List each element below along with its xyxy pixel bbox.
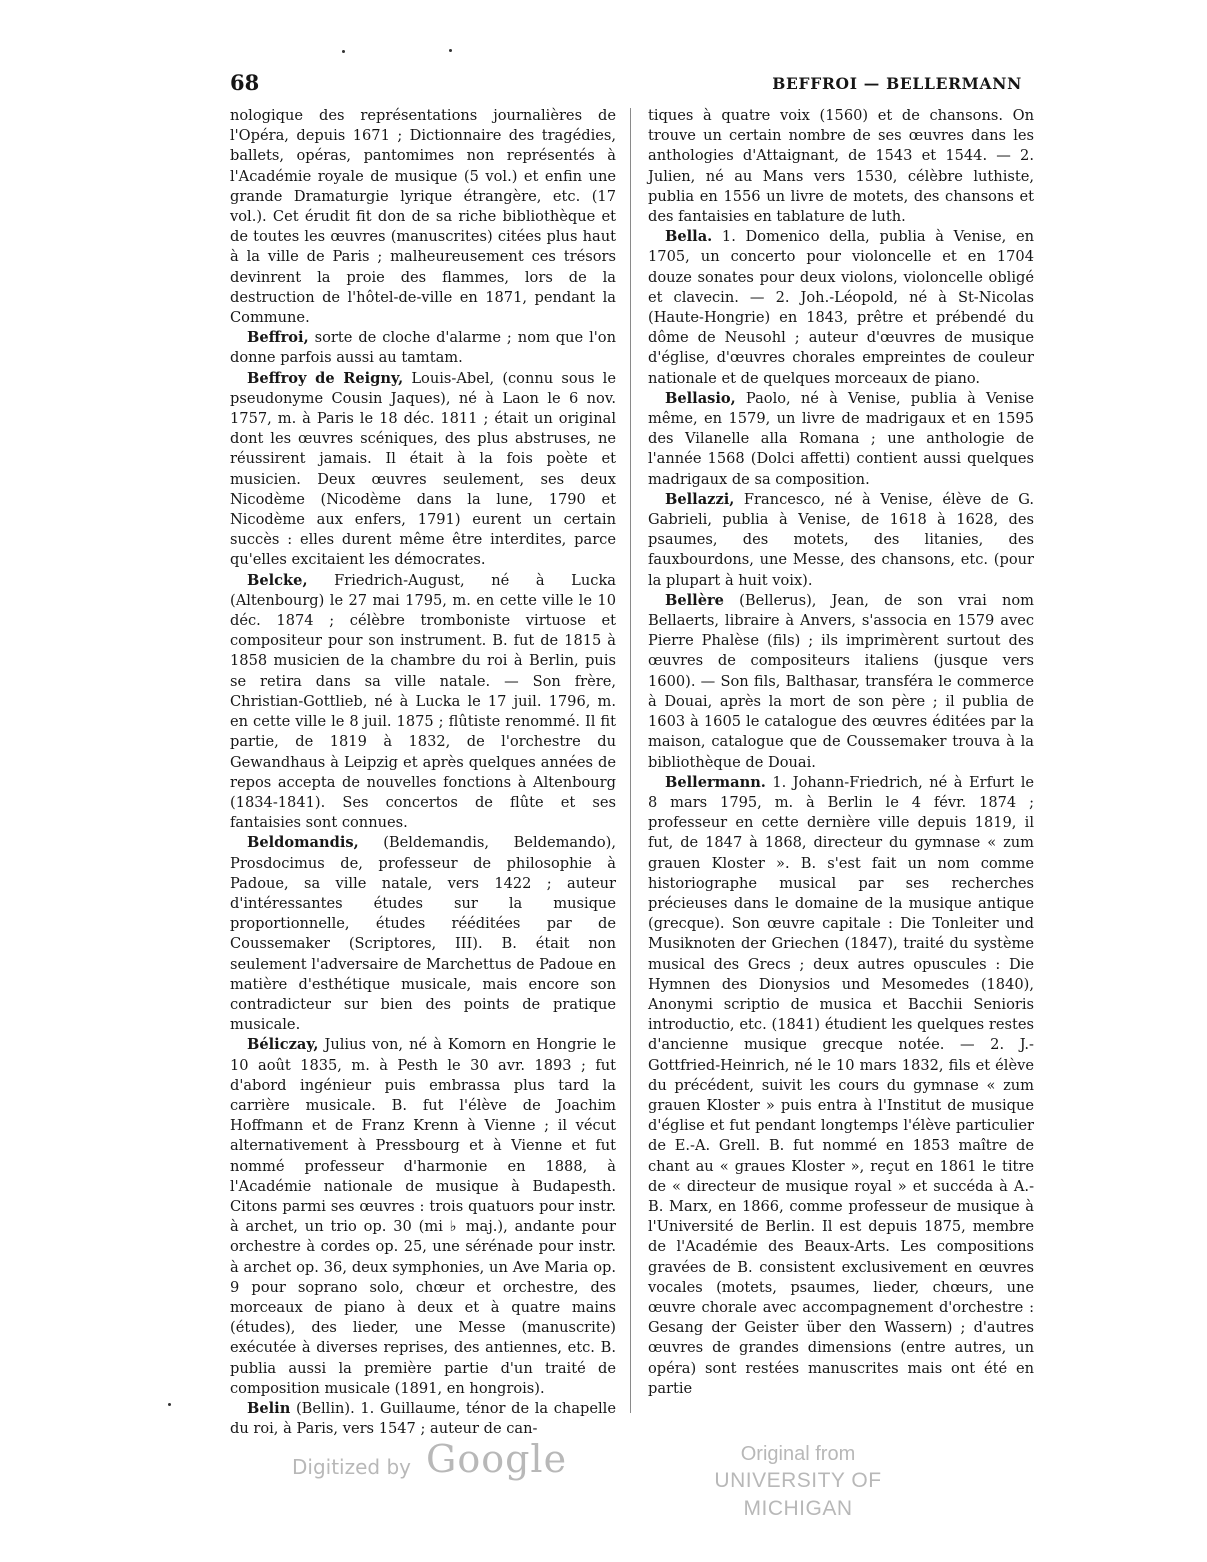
headword: Belcke, — [247, 571, 308, 589]
entry-beffroy-de-reigny: Beffroy de Reigny, Louis-Abel, (connu sous le pseudonyme Cousin Jaques), né à Laon le 6 nov. 1757, m. à Paris le 18 déc. 1811 ; était un original dont les œuvres scéniques, des plus abstruses, ne réussirent jamais. Il était à la fois poète et musicien. Deux œuvres seulement, ses deux Nicodème (Nicodème dans la lune, 1790 et Nicodème aux enfers, 1791) eurent un certain succès : elles durent même être interdites, parce qu'elles excitaient les démocrates. — [230, 369, 616, 569]
google-logo: Google — [426, 1437, 568, 1481]
entry-bellere: Bellère (Bellerus), Jean, de son vrai nom Bellaerts, libraire à Anvers, s'associa en 1579 avec Pierre Phalèse (fils) ; ils imprimèrent surtout des œuvres de compositeurs italiens (jusque vers 1600). — Son fils, Balthasar, transféra le commerce à Douai, après la mort de son père ; il publia de 1603 à 1605 le catalogue des œuvres éditées par la maison, catalogue que de Coussemaker trouva à la bibliothèque de Douai. — [648, 591, 1034, 771]
entry-continuation: tiques à quatre voix (1560) et de chansons. On trouve un certain nombre de ses œuvres dans les anthologies d'Attaignant, de 1543 et 1544. — 2. Julien, né au Mans vers 1530, célèbre luthiste, publia en 1556 un livre de motets, des chansons et des fantaisies en tablature de luth. — [648, 107, 1034, 226]
entry-bellazzi: Bellazzi, Francesco, né à Venise, élève de G. Gabrieli, publia à Venise, de 1618 à 1628, des psaumes, des motets, des litanies, des fauxbourdons, une Messe, des chansons, etc. (pour la plupart à huit voix). — [648, 490, 1034, 589]
scan-speck — [168, 1403, 171, 1406]
page-number: 68 — [230, 70, 260, 95]
scan-speck — [449, 49, 452, 52]
running-head: BEFFROI — BELLERMANN — [772, 74, 1022, 93]
headword: Beffroy de Reigny, — [247, 369, 404, 387]
headword: Beldomandis, — [247, 834, 359, 852]
entry-beliczay: Béliczay, Julius von, né à Komorn en Hongrie le 10 août 1835, m. à Pesth le 30 avr. 1893 ; fut d'abord ingénieur puis embrassa plus tard la carrière musicale. B. fut l'élève de Joachim Hoffmann et de Franz Krenn à Vienne ; il vécut alternativement à Pressbourg et à Vienne et fut nommé professeur d'harmonie en 1888, à l'Académie nationale de musique à Budapesth. Citons parmi ses œuvres : trois quatuors pour instr. à archet, un trio op. 30 (mi ♭ maj.), andante pour orchestre à cordes op. 25, une sérénade pour instr. à archet op. 36, deux symphonies, un Ave Maria op. 9 pour soprano solo, chœur et orchestre, des morceaux de piano à deux et à quatre mains (études), des lieder, une Messe (manuscrite) exécutée à diverses reprises, des antiennes, etc. B. publia aussi la première partie d'un traité de composition musicale (1891, en hongrois). — [230, 1036, 616, 1397]
headword: Bellasio, — [665, 389, 736, 407]
entry-belin: Belin (Bellin). 1. Guillaume, ténor de la chapelle du roi, à Paris, vers 1547 ; auteur de can- — [230, 1400, 616, 1438]
headword: Béliczay, — [247, 1036, 319, 1054]
university-name: UNIVERSITY OF MICHIGAN — [714, 1469, 882, 1520]
headword: Beffroi, — [247, 329, 309, 347]
digitized-by-text: Digitized by — [292, 1455, 411, 1479]
headword: Bellazzi, — [665, 490, 735, 508]
headword: Belin — [247, 1400, 291, 1417]
page-header — [230, 70, 1024, 100]
headword: Bella. — [665, 228, 713, 246]
entry-beffroi: Beffroi, sorte de cloche d'alarme ; nom que l'on donne parfois aussi au tamtam. — [230, 329, 616, 367]
entry-bellasio: Bellasio, Paolo, né à Venise, publia à Venise même, en 1579, un livre de madrigaux et en 1595 des Vilanelle alla Romana ; une anthologie de l'année 1568 (Dolci affetti) contient aussi quelques madrigaux de sa composition. — [648, 389, 1034, 488]
entry-continuation: nologique des représentations journalières de l'Opéra, depuis 1671 ; Dictionnaire des tragédies, ballets, opéras, pantomimes non représentés à l'Académie royale de musique (5 vol.) et enfin une grande Dramaturgie lyrique étrangère, etc. (17 vol.). Cet érudit fit don de sa riche bibliothèque et de toutes les œuvres (manuscrites) citées plus haut à la ville de Paris ; malheureusement ces trésors devinrent la proie des flammes, lors de la destruction de l'hôtel-de-ville en 1871, pendant la Commune. — [230, 107, 616, 327]
entry-beldomandis: Beldomandis, (Beldemandis, Beldemando), Prosdocimus de, professeur de philosophie à Padoue, sa ville natale, vers 1422 ; auteur d'intéressantes études sur la musique proportionnelle, études rééditées par de Coussemaker (Scriptores, III). B. était non seulement l'adversaire de Marchettus de Padoue en matière d'esthétique musicale, mais encore son contradicteur sur bien des points de pratique musicale. — [230, 834, 616, 1034]
university-watermark — [668, 1441, 928, 1523]
entry-belcke: Belcke, Friedrich-August, né à Lucka (Altenbourg) le 27 mai 1795, m. en cette ville le 10 déc. 1874 ; célèbre tromboniste virtuose et compositeur pour son instrument. B. fut de 1815 à 1858 musicien de la chambre du roi à Berlin, puis se retira dans sa ville natale. — Son frère, Christian-Gottlieb, né à Lucka le 17 juil. 1796, m. en cette ville le 8 juil. 1875 ; flûtiste renommé. Il fit partie, de 1819 à 1832, de l'orchestre du Gewandhaus à Leipzig et après quelques années de repos accepta de nouvelles fonctions à Altenbourg (1834-1841). Ses concertos de flûte et ses fantaisies sont connues. — [230, 571, 616, 832]
headword: Bellermann. — [665, 773, 766, 791]
google-watermark — [292, 1437, 592, 1489]
headword: Bellère — [665, 591, 724, 609]
entry-bellermann: Bellermann. 1. Johann-Friedrich, né à Erfurt le 8 mars 1795, m. à Berlin le 4 févr. 1874 ; professeur en cette dernière ville depuis 1819, il fut, de 1847 à 1868, directeur du gymnase « zum grauen Kloster ». B. s'est fait un nom comme historiographe musical par ses recherches précieuses dans le domaine de la musique antique (grecque). Son œuvre capitale : Die Tonleiter und Musiknoten der Griechen (1847), traité du système musical des Grecs ; deux autres opuscules : Die Hymnen des Dionysios und Mesomedes (1840), Anonymi scriptio de musica et Bacchii Senioris introductio, etc. (1841) étudient les quelques restes d'ancienne musique grecque notée. — 2. J.-Gottfried-Heinrich, né le 10 mars 1832, fils et élève du précédent, suivit les cours du gymnase « zum grauen Kloster » puis entra à l'Institut de musique d'église et fut pendant longtemps l'élève particulier de E.-A. Grell. B. fut nommé en 1853 maître de chant au « graues Kloster », reçut en 1861 le titre de « directeur de musique royal » et succéda à A.-B. Marx, en 1866, comme professeur de musique à l'Université de Berlin. Il est depuis 1875, membre de l'Académie des Beaux-Arts. Les compositions gravées de B. consistent exclusivement en œuvres vocales (motets, psaumes, lieder, chœurs, une œuvre chorale avec accompagnement d'orchestre : Gesang der Geister über den Wassern) ; d'autres œuvres de grandes dimensions (entre autres, un opéra) sont restées manuscrites mais ont été en partie — [648, 773, 1034, 1397]
right-column — [648, 106, 1034, 1399]
scan-speck — [342, 50, 345, 53]
column-divider — [630, 108, 631, 1413]
original-from-text: Original from — [740, 1443, 856, 1465]
left-column — [230, 106, 616, 1439]
entry-bella: Bella. 1. Domenico della, publia à Venise, en 1705, un concerto pour violoncelle et en 1704 douze sonates pour deux violons, violoncelle obligé et clavecin. — 2. Joh.-Léopold, né à St-Nicolas (Haute-Hongrie) en 1843, prêtre et prébendé du dôme de Neusohl ; auteur d'œuvres de musique d'église, d'œuvres chorales empreintes de couleur nationale et de quelques morceaux de piano. — [648, 228, 1034, 387]
